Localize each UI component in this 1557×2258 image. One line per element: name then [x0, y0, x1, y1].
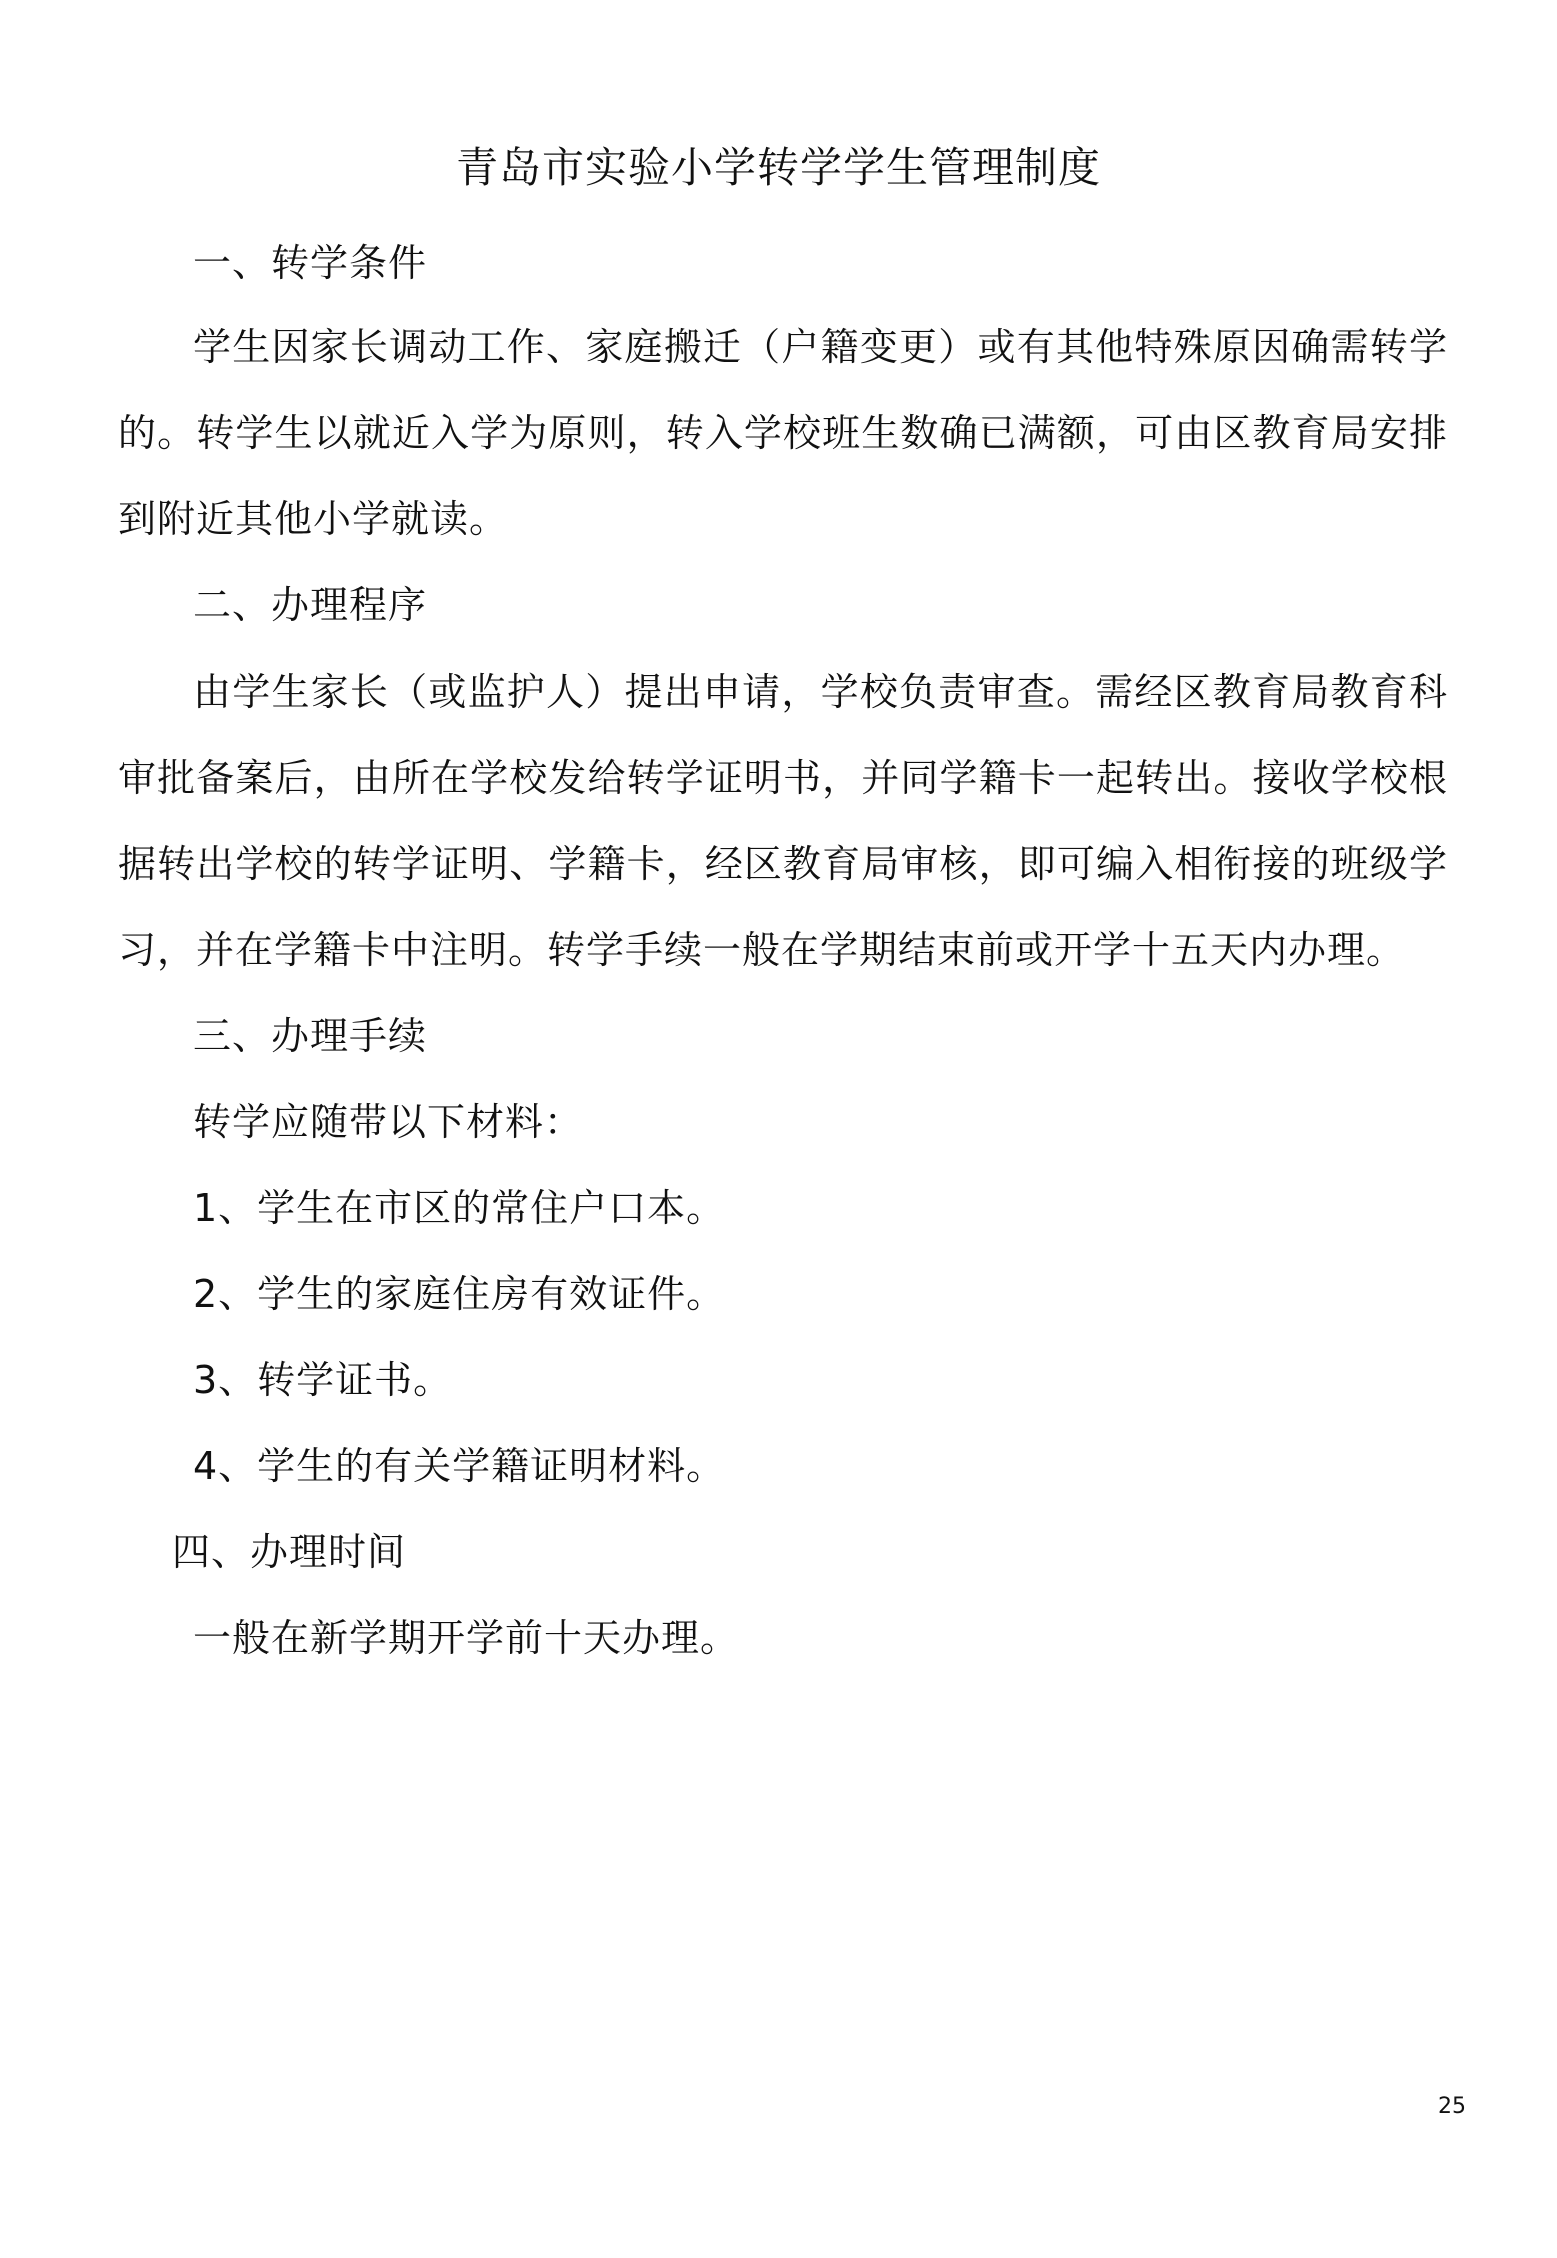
section-4-paragraph-line-1: 一般在新学期开学前十天办理。: [193, 1616, 740, 1660]
document-title: 青岛市实验小学转学学生管理制度: [455, 143, 1101, 192]
section-4-heading: 四、办理时间: [172, 1530, 407, 1574]
section-2-paragraph-line-2: 审批备案后，由所在学校发给转学证明书，并同学籍卡一起转出。接收学校根: [118, 756, 1448, 800]
section-2-heading: 二、办理程序: [193, 583, 428, 627]
materials-list-item-1: 1、学生在市区的常住户口本。: [193, 1186, 726, 1230]
materials-list-item-2: 2、学生的家庭住房有效证件。: [193, 1272, 726, 1316]
section-2-paragraph-line-1: 由学生家长（或监护人）提出申请，学校负责审查。需经区教育局教育科: [193, 670, 1448, 714]
section-1-paragraph-line-2: 的。转学生以就近入学为原则，转入学校班生数确已满额，可由区教育局安排: [118, 411, 1448, 455]
page-number: 25: [1438, 2094, 1466, 2119]
section-1-paragraph-line-3: 到附近其他小学就读。: [118, 497, 509, 541]
materials-list-item-3: 3、转学证书。: [193, 1358, 453, 1402]
section-3-intro: 转学应随带以下材料：: [193, 1100, 584, 1144]
materials-list-item-4: 4、学生的有关学籍证明材料。: [193, 1444, 726, 1488]
section-2-paragraph-line-3: 据转出学校的转学证明、学籍卡，经区教育局审核，即可编入相衔接的班级学: [118, 842, 1448, 886]
section-3-heading: 三、办理手续: [193, 1014, 428, 1058]
section-1-paragraph-line-1: 学生因家长调动工作、家庭搬迁（户籍变更）或有其他特殊原因确需转学: [193, 325, 1448, 369]
section-2-paragraph-line-4: 习，并在学籍卡中注明。转学手续一般在学期结束前或开学十五天内办理。: [118, 928, 1406, 972]
section-1-heading: 一、转学条件: [193, 241, 428, 285]
